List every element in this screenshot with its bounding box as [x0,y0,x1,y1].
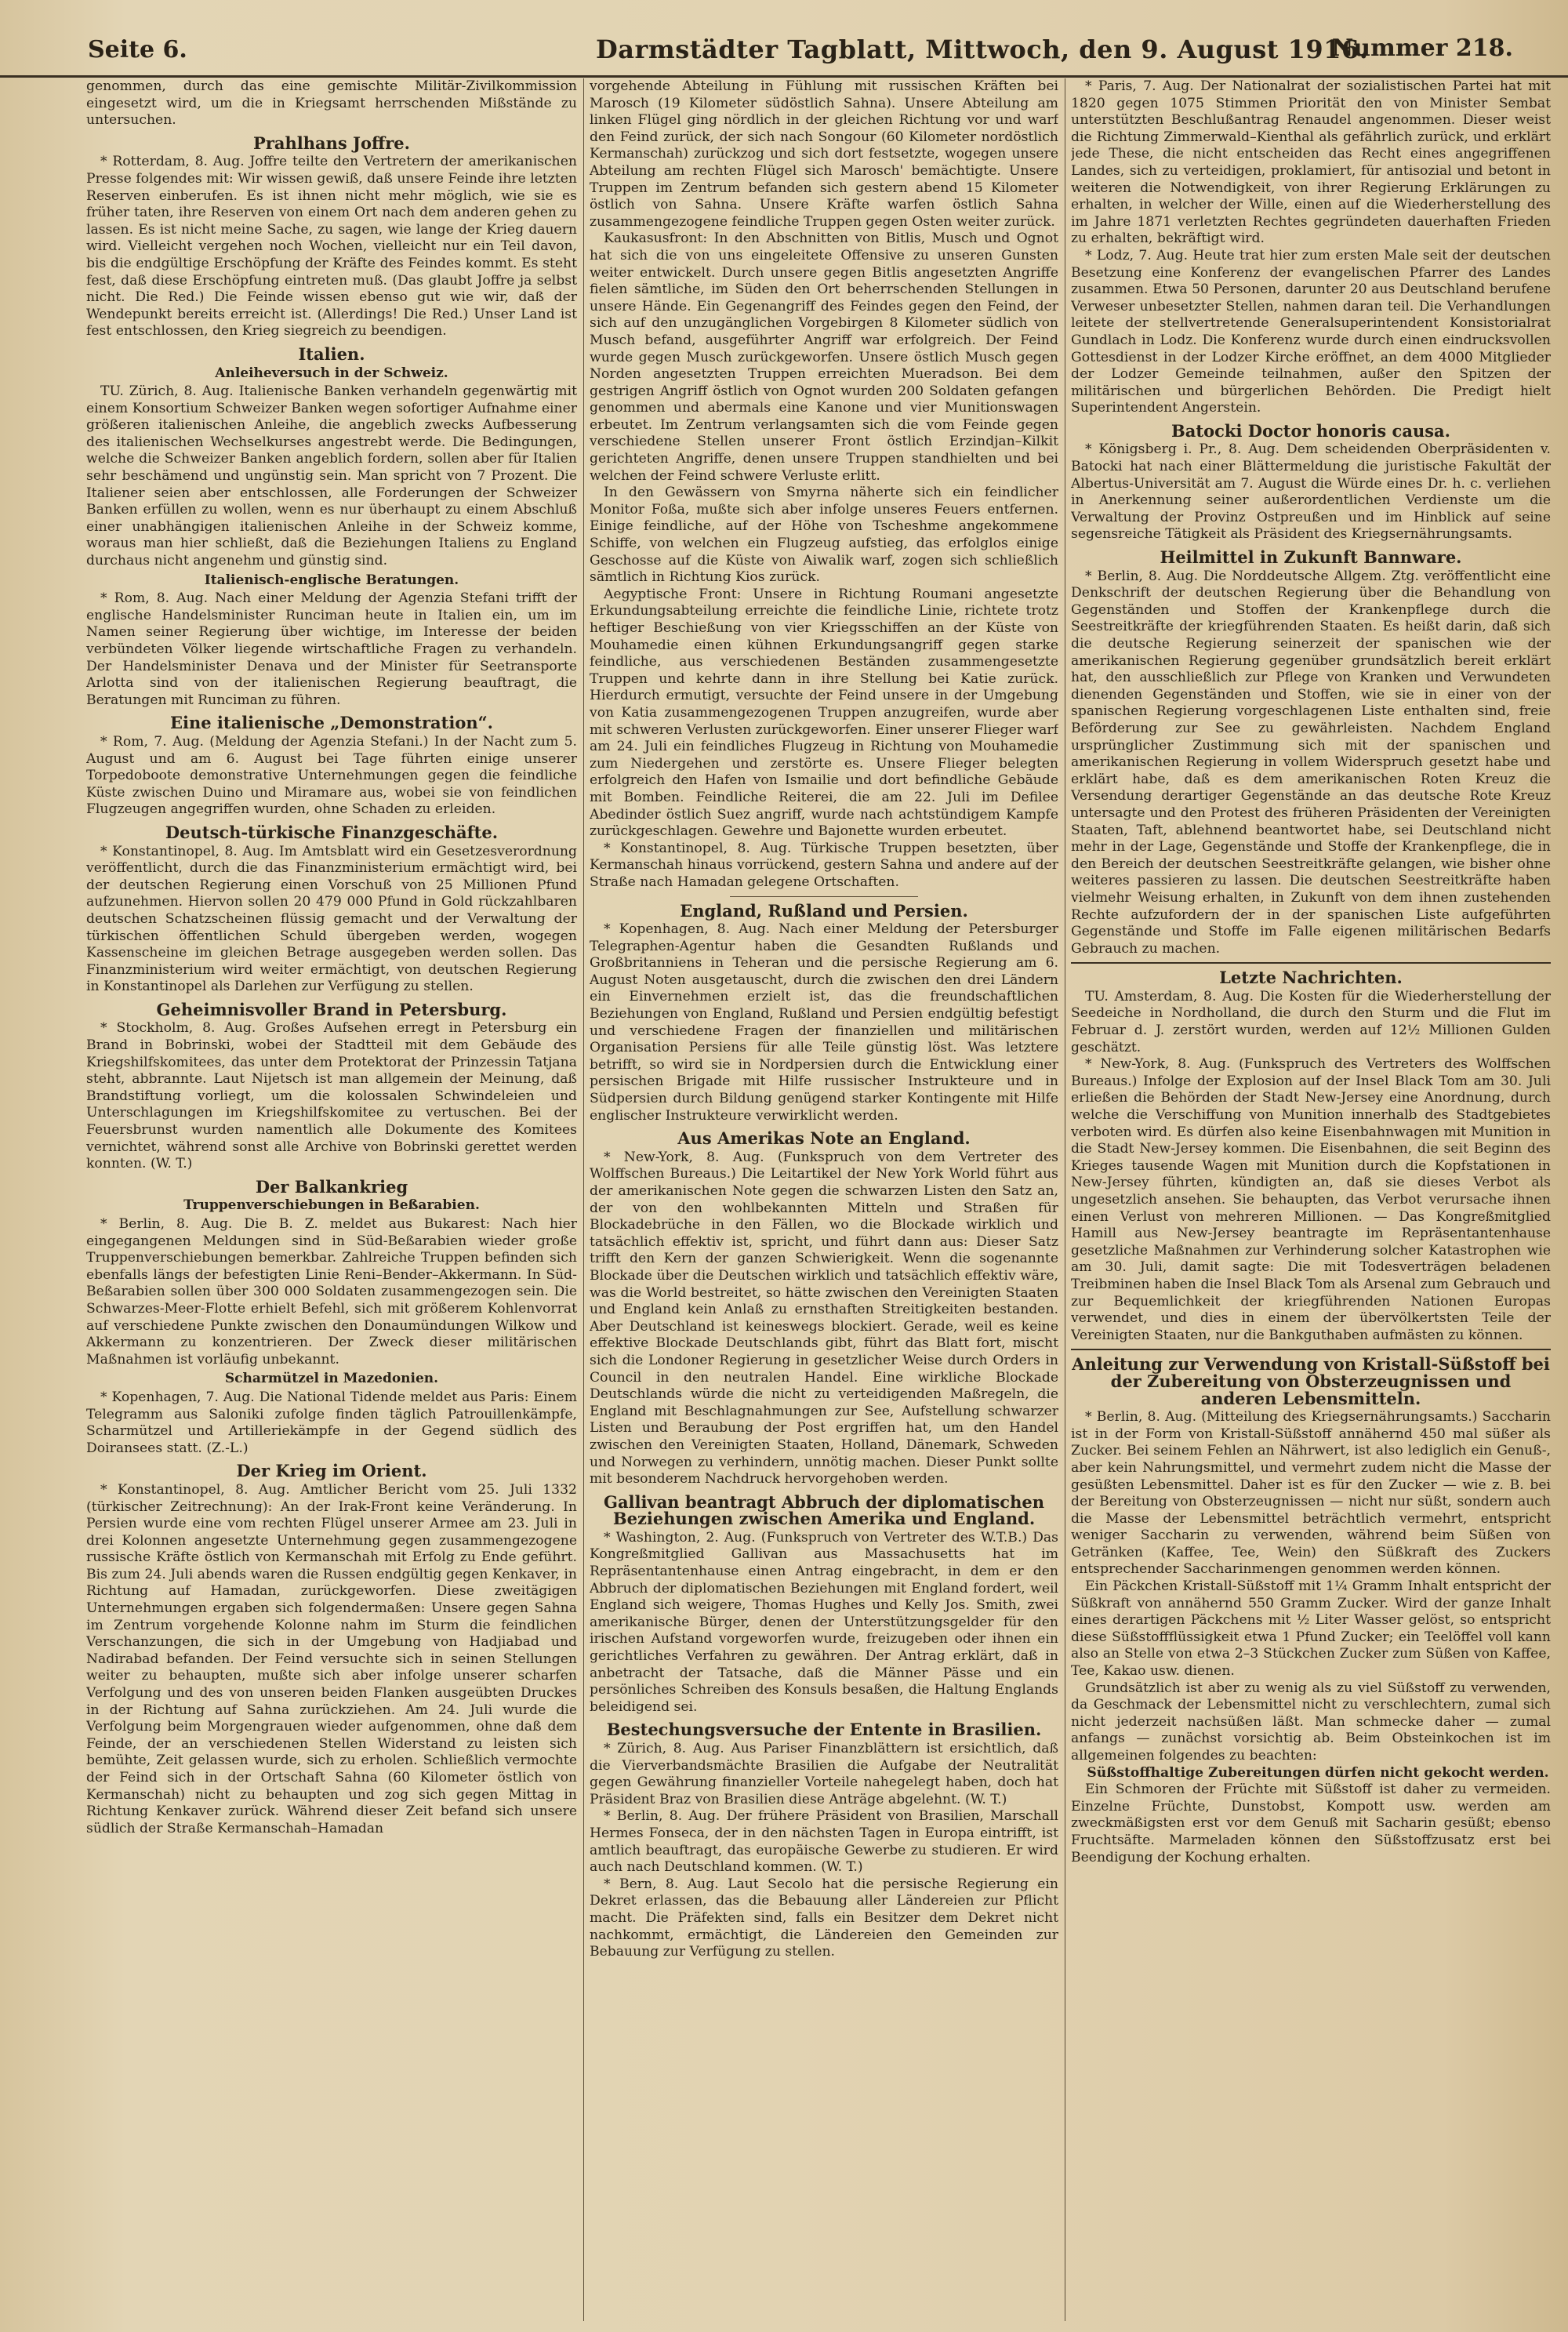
article-paragraph: TU. Amsterdam, 8. Aug. Die Kosten für die Wiederherstellung der Seedeiche in Nordholland, die durch den Sturm und die Flut im Februar d. J. zerstört wurden, werden auf 12½ Millionen Gulden geschätzt. [1071,988,1551,1055]
headline-joffre: Prahlhans Joffre. [253,133,410,153]
issue-number: Nummer 218. [1331,35,1513,62]
article-paragraph: Ein Päckchen Kristall-Süßstoff mit 1¼ Gramm Inhalt entspricht der Süßkraft von annähernd 550 Gramm Zucker. Wird der ganze Inhalt eines derartigen Päckchens mit ½ Liter Wasser gelöst, so entspricht diese Süßstoffflüssigkeit etwa 1 Pfund Zucker; ein Teelöffel voll kann also an Stelle von etwa 2–3 Stückchen Zucker zum Süßen von Kaffee, Tee, Kakao usw. dienen. [1071,1578,1551,1680]
column-rule [583,78,584,2321]
divider [1071,962,1551,964]
article-paragraph: * Konstantinopel, 8. Aug. Türkische Truppen besetzten, über Kermanschah hinaus vorrückend, gestern Sahna und andere auf der Straße nach Hamadan gelegene Ortschaften. [590,840,1058,890]
article-paragraph: * Paris, 7. Aug. Der Nationalrat der sozialistischen Partei hat mit 1820 gegen 1075 Stimmen Priorität den von Minister Sembat unterstützten Beschlußantrag Renaudel angenommen. Dieser weist die Richtung Zimmerwald–Kienthal als gefährlich zurück, und erklärt jede These, die nicht entscheiden das Recht eines angegriffenen Landes, sich zu verteidigen, proklamiert, für antisozial und betont in weiteren die Notwendigkeit, von ihrer Regierung Erklärungen zu erhalten, in welcher der Wille, einen auf die Wiederherstellung des im Jahre 1871 verletzten Rechtes gegründeten dauerhaften Frieden zu erhalten, bekräftigt wird. [1071,78,1551,247]
article-paragraph: * Rom, 7. Aug. (Meldung der Agenzia Stefani.) In der Nacht zum 5. August und am 6. August bei Tage führten einige unserer Torpedoboote demonstrative Unternehmungen gegen die feindliche Küste zwischen Duino und Miramare aus, wobei sie von feindlichen Flugzeugen angegriffen wurden, ohne Schaden zu erleiden. [86,733,577,818]
article-paragraph: genommen, durch das eine gemischte Militär-Zivilkommission eingesetzt wird, um die in Kriegsamt herrschenden Mißstände zu untersuchen. [86,78,577,129]
article-paragraph: Ein Schmoren der Früchte mit Süßstoff ist daher zu vermeiden. Einzelne Früchte, Dunstobst, Kompott usw. werden am zweckmäßigsten erst vor dem Genuß mit Sacharin gesüßt; ebenso Fruchtsäfte. Marmeladen können den Süßstoffzusatz erst bei Beendigung der Kochung erhalten. [1071,1782,1551,1865]
headline-persien: England, Rußland und Persien. [680,900,968,921]
article-paragraph: Süßstoffhaltige Zubereitungen dürfen nicht gekocht werden. [1087,1764,1549,1781]
article-paragraph: * Berlin, 8. Aug. Die Norddeutsche Allgem. Ztg. veröffentlicht eine Denkschrift der deutschen Regierung über die Behandlung von Gegenständen und Stoffen der Krankenpflege durch die Seestreitkräfte der kriegführenden Staaten. Es heißt darin, daß sich die deutsche Regierung seinerzeit der spanischen wie der amerikanischen Regierung gegenüber grundsätzlich bereit erklärt hat, den ausschließlich zur Pflege von Kranken und Verwundeten dienenden Gegenständen und Stoffen, wie sie in einer von der spanischen Regierung vorgeschlagenen Liste enthalten sind, freie Beförderung zur See zu gewährleisten. Nachdem England ursprünglicher Zustimmung sich mit der spanischen und amerikanischen Regierung in vollem Widerspruch gesetzt habe und erklärt habe, daß es dem amerikanischen Roten Kreuz die Versendung derartiger Gegenstände an das deutsche Rote Kreuz untersagte und den Protest des früheren Präsidenten der Vereinigten Staaten, Taft, ablehnend beantwortet habe, sei Deutschland nicht mehr in der Lage, Gegenstände und Stoffe der Krankenpflege, die in den Bereich der deutschen Seestreitkräfte gelangen, wie bisher ohne weiteres passieren zu lassen. Die deutschen Seestreitkräfte haben vielmehr Weisung erhalten, in Zukunft von dem ihnen zustehenden Rechte aufzufordern der in der spanischen Liste aufgeführten Gegenstände und Stoffe im Falle eigenen militärischen Bedarfs Gebrauch zu machen. [1071,568,1551,957]
article-paragraph: * Konstantinopel, 8. Aug. Im Amtsblatt wird ein Gesetzesverordnung veröffentlicht, durch die das Finanzministerium ermächtigt wird, bei der deutschen Regierung einen Vorschuß von 25 Millionen Pfund aufzunehmen. Hiervon sollen 20 479 000 Pfund in Gold rückzahlbaren deutschen Schatzscheinen flüssig gemacht und der Verwaltung der türkischen öffentlichen Schuld übergeben werden, wogegen Kassenscheine im gleichen Betrage ausgegeben werden sollen. Das Finanzministerium wird weiter ermächtigt, von deutschen Regierung in Konstantinopel als Darlehen zur Verfügung zu stellen. [86,843,577,995]
article-paragraph: * Königsberg i. Pr., 8. Aug. Dem scheidenden Oberpräsidenten v. Batocki hat nach einer Blättermeldung die juristische Fakultät der Albertus-Universität am 7. August die Würde eines Dr. h. c. verliehen in Anerkennung seiner außerordentlichen Verdienste um die Verwaltung der Provinz Ostpreußen und im Hinblick auf seine segensreiche Tätigkeit als Präsident des Kriegsernährungsamts. [1071,441,1551,543]
divider [1071,1349,1551,1350]
divider [730,896,917,897]
headline-balkan: Der Balkankrieg [255,1176,408,1197]
article-paragraph: * New-York, 8. Aug. (Funkspruch des Vertreters des Wolffschen Bureaus.) Infolge der Explosion auf der Insel Black Tom am 30. Juli erließen die Behörden der Stadt New-Jersey eine Anordnung, durch welche die Verschiffung von Munition innerhalb des Stadtgebietes verboten wird. Es dürfen also keine Eisenbahnwagen mit Munition in die Stadt New-Jersey kommen. Die Eisenbahnen, die seit Beginn des Krieges tausende Wagen mit Munition durch die Kopfstationen in New-Jersey führten, kündigten an, daß sie dieses Verbot als ungesetzlich ansehen. Sie behaupten, das Verbot verursache ihnen einen Verlust von mehreren Millionen. — Das Kongreßmitglied Hamill aus New-Jersey beantragte im Repräsentantenhause gesetzliche Maßnahmen zur Verhinderung solcher Katastrophen wie am 30. Juli, damit sagte: Die mit Todesverträgen beladenen Treibminen haben die Insel Black Tom als Arsenal zum Gebrauch und zur Bequemlichkeit der kriegführenden Nationen Europas verwendet, und dies in einem der übervölkertsten Teile der Vereinigten Staaten, nur die Bankguthaben aufmästen zu können. [1071,1056,1551,1343]
article-paragraph: * Washington, 2. Aug. (Funkspruch von Vertreter des W.T.B.) Das Kongreßmitglied Gallivan aus Massachusetts hat im Repräsentantenhause einen Antrag eingebracht, in dem er den Abbruch der diplomatischen Beziehungen mit England fordert, weil England sich weigere, Thomas Hughes und Kelly Jos. Smith, zwei amerikanische Bürger, denen der Unterstützungsgelder für den irischen Aufstand vorgeworfen wurde, freizugeben oder ihnen ein gerichtliches Verfahren zu gewähren. Der Antrag erklärt, daß in anbetracht der Tatsache, daß die Männer Pässe und ein persönliches Schreiben des Konsuls besaßen, die Haltung Englands beleidigend sei. [590,1529,1058,1715]
column-2 [590,78,1058,2321]
article-paragraph: * Berlin, 8. Aug. (Mitteilung des Kriegsernährungsamts.) Saccharin ist in der Form von Kristall-Süßstoff annähernd 450 mal süßer als Zucker. Bei seinem Fehlen an Nährwert, ist also lediglich ein Genuß-, aber kein Nahrungsmittel, und vermehrt zudem nicht die Masse der gesüßten Lebensmittel. Daher ist es für den Zucker — wie z. B. bei der Bereitung von Obsterzeugnissen — nicht nur süßt, sondern auch die Masse der Lebensmittel beträchtlich vermehrt, entspricht weniger Saccharin zu verwenden, während beim Süßen von Getränken (Kaffee, Tee, Wein) den Süßkraft des Zuckers entsprechender Saccharinmengen genommen werden können. [1071,1409,1551,1578]
subheadline: Italienisch-englische Beratungen. [204,572,459,588]
headline-gallivan: Gallivan beantragt Abbruch der diplomatischen Beziehungen zwischen Amerika und England. [604,1491,1044,1529]
article-paragraph: * Zürich, 8. Aug. Aus Pariser Finanzblättern ist ersichtlich, daß die Vierverbandsmächte Brasilien die Aufgabe der Neutralität gegen Gewährung finanzieller Vorteile nahegelegt haben, doch hat Präsident Braz von Brasilien diese Anträge abgelehnt. (W. T.) [590,1741,1058,1807]
headline-letzte: Letzte Nachrichten. [1219,968,1403,988]
article-paragraph: Grundsätzlich ist aber zu wenig als zu viel Süßstoff zu verwenden, da Geschmack der Lebensmittel nicht zu verschlechtern, zumal sich nicht jederzeit nachsüßen läßt. Man schmecke daher — zumal anfangs — zunächst vorsichtig ab. Beim Obsteinkochen ist im allgemeinen folgendes zu beachten: [1071,1680,1551,1764]
article-paragraph: * Lodz, 7. Aug. Heute trat hier zum ersten Male seit der deutschen Besetzung eine Konferenz der evangelischen Pfarrer des Landes zusammen. Etwa 50 Personen, darunter 20 aus Deutschland berufene Verweser unbesetzter Stellen, nahmen daran teil. Die Verhandlungen leitete der stellvertretende Generalsuperintendent Konsistorialrat Gundlach in Lodz. Die Konferenz wurde durch einen eindrucksvollen Gottesdienst in der Lodzer Kirche eröffnet, an dem 4000 Mitglieder der Lodzer Gemeinde teilnahmen, außer den Spitzen der militärischen und bürgerlichen Behörden. Die Predigt hielt Superintendent Angerstein. [1071,247,1551,416]
article-paragraph: Kaukasusfront: In den Abschnitten von Bitlis, Musch und Ognot hat sich die von uns eingeleitete Offensive zu unseren Gunsten weiter entwickelt. Durch unsere gegen Bitlis angesetzten Angriffe fielen sämtliche, im Süden den Ort beherrschenden Stellungen in unsere Hände. Ein Gegenangriff des Feindes gegen den Feind, der sich auf den unzugänglichen Vorgebirgen 8 Kilometer südlich von Musch befand, ausgeführter Angriff war erfolgreich. Der Feind wurde gegen Musch zurückgeworfen. Unsere östlich Musch gegen Norden angesetzten Truppen erreichten Mueradson. Bei dem gestrigen Angriff östlich von Ognot wurden 200 Soldaten gefangen genommen und abermals eine Kanone und vier Munitionswagen erbeutet. Im Zentrum verlangsamten sich die vom Feinde gegen verschiedene Stellen unserer Front östlich Erzindjan–Kilkit gerichteten Angriffe, denen unsere Truppen standhielten und bei welchen der Feind schwere Verluste erlitt. [590,231,1058,484]
headline-orient: Der Krieg im Orient. [236,1461,427,1481]
column-3 [1071,78,1551,2321]
article-paragraph: * Berlin, 8. Aug. Der frühere Präsident von Brasilien, Marschall Hermes Fonseca, der in den nächsten Tagen in Europa eintrifft, ist amtlich beauftragt, das europäische Gewerbe zu studieren. Er wird auch nach Deutschland kommen. (W. T.) [590,1808,1058,1876]
article-paragraph: TU. Zürich, 8. Aug. Italienische Banken verhandeln gegenwärtig mit einem Konsortium Schweizer Banken wegen sofortiger Aufnahme einer größeren italienischen Anleihe, die angeblich zwecks Aufbesserung des italienischen Wechselkurses angestrebt werde. Die Bedingungen, welche die Schweizer Banken angeblich fordern, sollen aber für Italien sehr beschämend und ungünstig sein. Man spricht von 7 Prozent. Die Italiener seien aber entschlossen, alle Forderungen der Schweizer Banken erfüllen zu wollen, wenn es nur überhaupt zu einem Abschluß einer unabhängigen italienischen Anleihe in der Schweiz komme, woraus man hier schließt, daß die Beziehungen Italiens zu England durchaus nicht angenehm und günstig sind. [86,383,577,569]
headline-note: Aus Amerikas Note an England. [677,1128,971,1149]
headline-brand: Geheimnisvoller Brand in Petersburg. [156,999,507,1019]
headline-italien: Italien. [298,343,365,364]
newspaper-title: Darmstädter Tagblatt, Mittwoch, den 9. August 1916. [596,35,1369,64]
masthead [0,0,1568,78]
subheadline: Anleiheversuch in der Schweiz. [215,365,448,381]
headline-demonstration: Eine italienische „Demonstration“. [169,713,493,733]
article-paragraph: Aegyptische Front: Unsere in Richtung Roumani angesetzte Erkundungsabteilung erreichte die feindliche Linie, richtete trotz heftiger Beschießung von vier Kriegsschiffen an der Küste von Mouhamedie einen kühnen Erkundungsangriff gegen starke feindliche, aus verschiedenen Beständen zusammengesetzte Truppen und kehrte dann in ihre Stellung bei Katie zurück. Hierdurch ermutigt, versuchte der Feind unsere in der Umgebung von Katia zusammengezogenen Truppen anzugreifen, wurde aber mit schweren Verlusten zurückgeworfen. Einer unserer Flieger warf am 24. Juli ein feindliches Flugzeug in Richtung von Mouhamedie zum Niedergehen und zerstörte es. Unsere Flieger belegten erfolgreich den Hafen von Ismailie und dort befindliche Gebäude mit Bomben. Feindliche Reiterei, die am 22. Juli im Defilee Abedinder östlich Suez angriff, wurde nach achtstündigem Kampfe zurückgeschlagen. Gewehre und Bajonette wurden erbeutet. [590,586,1058,840]
article-paragraph: * Kopenhagen, 7. Aug. Die National Tidende meldet aus Paris: Einem Telegramm aus Saloniki zufolge finden täglich Patrouillenkämpfe, Scharmützel und Artilleriekämpfe in der Gegend südlich des Doiransees statt. (Z.-L.) [86,1389,577,1456]
article-paragraph: * Stockholm, 8. Aug. Großes Aufsehen erregt in Petersburg ein Brand in Bobrinski, wobei der Stadtteil mit dem Gebäude des Kriegshilfskomitees, das unter dem Protektorat der Prinzessin Tatjana steht, abbrannte. Laut Nijetsch ist man allgemein der Meinung, daß Brandstiftung vorliegt, um die kolossalen Schwindeleien und Unterschlagungen im Kriegshilfskomitee zu vertuschen. Bei der Feuersbrunst wurden namentlich alle Dokumente des Komitees vernichtet, während sonst alle Archive von Bobrinski gerettet werden konnten. (W. T.) [86,1020,577,1172]
subheadline: Truppenverschiebungen in Beßarabien. [183,1197,480,1214]
article-paragraph: * Kopenhagen, 8. Aug. Nach einer Meldung der Petersburger Telegraphen-Agentur haben die Gesandten Rußlands und Großbritanniens in Teheran und die persische Regierung am 6. August Noten ausgetauscht, durch die zwischen den drei Ländern ein Einvernehmen erzielt ist, das die freundschaftlichen Beziehungen von England, Rußland und Persien endgültig befestigt und verschiedene Fragen der finanziellen und militärischen Organisation Persiens für alle Teile günstig löst. Was letztere betrifft, so wird sie in Nordpersien durch die Entwicklung einer persischen Brigade mit Hilfe russischer Instrukteure und in Südpersien durch Bildung genügend starker Kontingente mit Hilfe englischer Instrukteure verwirklicht werden. [590,921,1058,1124]
subheadline: Scharmützel in Mazedonien. [224,1371,439,1387]
headline-batocki: Batocki Doctor honoris causa. [1171,420,1450,441]
article-paragraph: * Konstantinopel, 8. Aug. Amtlicher Bericht vom 25. Juli 1332 (türkischer Zeitrechnung): An der Irak-Front keine Veränderung. In Persien wurde eine vom rechten Flügel unserer Armee am 23. Juli in drei Kolonnen angesetzte Unternehmung gegen zusammengezogene russische Kräfte östlich von Kermanschah mit Erfolg zu Ende geführt. Bis zum 24. Juli abends waren die Russen endgültig gegen Kenkaver, in Richtung auf Hamadan, zurückgeworfen. Diese zweitägigen Unternehmungen ergaben sich folgendermaßen: Unsere gegen Sahna im Zentrum vorgehende Kolonne nahm im Sturm die feindlichen Verschanzungen, die sich in der Umgebung von Hadjiabad und Nadirabad befanden. Der Feind versuchte sich in seinen Stellungen weiter zu behaupten, mußte sich aber infolge unserer scharfen Verfolgung und des von unseren beiden Flanken ausgeübten Druckes in der Richtung auf Sahna zurückziehen. Am 24. Juli wurde die Verfolgung beim Morgengrauen wieder aufgenommen, ohne daß dem Feinde, der an verschiedenen Stellen Widerstand zu leisten sich bemühte, Zeit gelassen wurde, sich zu erholen. Schließlich vermochte der Feind sich in der Ortschaft Sahna (60 Kilometer östlich von Kermanschah) nicht zu behaupten und zog sich gegen Mittag in Richtung Kenkaver zurück. Während dieser Zeit befand sich unsere südlich der Straße Kermanschah–Hamadan [86,1481,577,1836]
article-paragraph: * Bern, 8. Aug. Laut Secolo hat die persische Regierung ein Dekret erlassen, das die Bebauung aller Ländereien zur Pflicht macht. Die Präfekten sind, falls ein Besitzer dem Dekret nicht nachkommt, ermächtigt, die Ländereien den Gemeinden zur Bebauung zur Verfügung zu stellen. [590,1876,1058,1960]
column-1 [86,78,577,2321]
article-paragraph: * New-York, 8. Aug. (Funkspruch von dem Vertreter des Wolffschen Bureaus.) Die Leitartikel der New York World führt aus der amerikanischen Note gegen die schwarzen Listen den Satz an, der von den wohlbekannten Mitteln und Straßen für Blockadebrüche in den Fällen, wo die Blockade wirklich und tatsächlich effektiv ist, spricht, und führt dann aus: Dieser Satz trifft den Kern der ganzen Schwierigkeit. Wenn die sogenannte Blockade über die Deutschen wirklich und tatsächlich effektiv wäre, was die World bestreitet, so hätte zwischen den Vereinigten Staaten und England kein Anlaß zu ernsthaften Streitigkeiten bestanden. Aber Deutschland ist keineswegs blockiert. Gerade, weil es keine effektive Blockade Deutschlands gibt, führt das Blatt fort, mischt sich die Londoner Regierung in gesetzlicher Weise durch Orders in Council in den neutralen Handel. Eine wirkliche Blockade Deutschlands würde die nicht zu verteidigenden Maßregeln, die England mit Beschlagnahmungen zur See, Aufstellung schwarzer Listen und Beraubung der Post ergriffen hat, um den Handel zwischen den Vereinigten Staaten, Holland, Dänemark, Schweden und Norwegen zu verhindern, unnötig machen. Dieser Punkt sollte mit besonderem Nachdruck hervorgehoben werden. [590,1149,1058,1487]
article-paragraph: In den Gewässern von Smyrna näherte sich ein feindlicher Monitor Foßa, mußte sich aber infolge unseres Feuers entfernen. Einige feindliche, auf der Höhe von Tscheshme angekommene Schiffe, von welchen ein Flugzeug aufstieg, das erfolglos einige Geschosse auf die Küste von Aiwalik warf, zogen sich schließlich sämtlich in Richtung Kios zurück. [590,485,1058,586]
headline-bannware: Heilmittel in Zukunft Bannware. [1160,547,1462,568]
article-paragraph: * Rotterdam, 8. Aug. Joffre teilte den Vertretern der amerikanischen Presse folgendes mit: Wir wissen gewiß, daß unsere Feinde ihre letzten Reserven einberufen. Es ist ihnen nicht mehr möglich, wie sie es früher taten, ihre Reserven von einem Ort nach dem anderen gehen zu lassen. Es ist nicht meine Sache, zu sagen, wie lange der Krieg dauern wird. Vielleicht vergehen noch Wochen, vielleicht nur ein Teil davon, bis die endgültige Erschöpfung der Kräfte des Feindes kommt. Es steht fest, daß diese Erschöpfung eintreten muß. (Das glaubt Joffre ja selbst nicht. Die Red.) Die Feinde wissen ebenso gut wie wir, daß der Wendepunkt bereits erreicht ist. (Allerdings! Die Red.) Unser Land ist fest entschlossen, den Krieg siegreich zu beendigen. [86,154,577,340]
headline-anleitung: Anleitung zur Verwendung von Kristall-Süßstoff bei der Zubereitung von Obsterzeugnissen und anderen Lebensmitteln. [1072,1354,1550,1408]
headline-brasilien: Bestechungsversuche der Entente in Brasilien. [606,1720,1042,1740]
page-number: Seite 6. [88,36,187,64]
article-paragraph: vorgehende Abteilung in Fühlung mit russischen Kräften bei Marosch (19 Kilometer südöstlich Sahna). Unsere Abteilung am linken Flügel ging nördlich in der gleichen Richtung vor und warf den Feind zurück, der sich nach Songour (60 Kilometer nordöstlich Kermanschah) zurückzog und sich dort festsetzte, wogegen unsere Abteilung am rechten Flügel sich Marosch' bemächtigte. Unsere Truppen im Zentrum befanden sich gestern abend 15 Kilometer östlich von Sahna. Unsere Kräfte warfen östlich Sahna zusammengezogene feindliche Truppen gegen Osten weiter zurück. [590,78,1058,230]
headline-finanz: Deutsch-türkische Finanzgeschäfte. [165,822,499,842]
article-paragraph: * Berlin, 8. Aug. Die B. Z. meldet aus Bukarest: Nach hier eingegangenen Meldungen sind in Süd-Beßarabien wieder große Truppenverschiebungen bemerkbar. Zahlreiche Truppen befinden sich ebenfalls längs der befestigten Linie Reni–Bender–Akkermann. In Süd-Beßarabien sollen über 300 000 Soldaten zusammengezogen sein. Die Schwarzes-Meer-Flotte erhielt Befehl, sich mit größerem Kohlenvorrat auf verschiedene Punkte zwischen den Donaumündungen Wilkow und Akkermann zu konzentrieren. Der Zweck dieser militärischen Maßnahmen ist vorläufig unbekannt. [86,1216,577,1368]
article-paragraph: * Rom, 8. Aug. Nach einer Meldung der Agenzia Stefani trifft der englische Handelsminister Runciman heute in Italien ein, um im Namen seiner Regierung über wichtige, im Interesse der beiden verbündeten Völker liegende wirtschaftliche Fragen zu verhandeln. Der Handelsminister Denava und der Minister für Seetransporte Arlotta sind von der italienischen Regierung beauftragt, die Beratungen mit Runciman zu führen. [86,590,577,708]
